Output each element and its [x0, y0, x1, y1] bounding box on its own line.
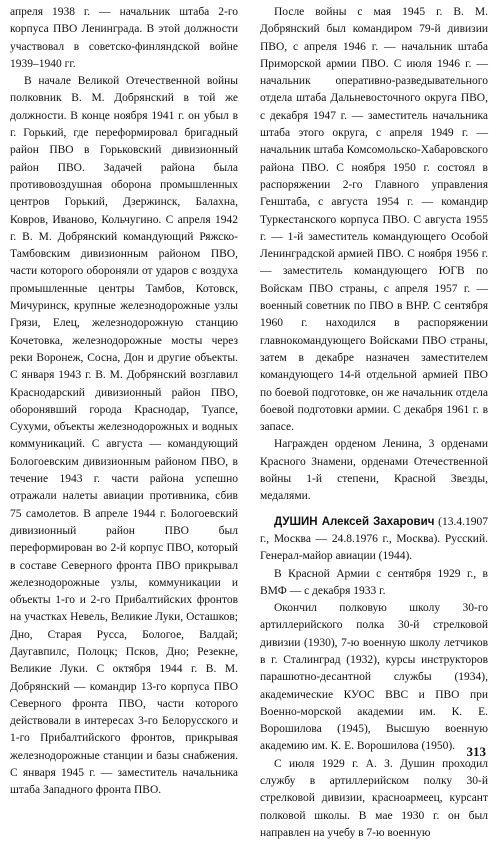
right-paragraph-postwar: После войны с мая 1945 г. В. М. Добрянский был командиром 79-й дивизии ПВО, с апреля 1946 г. — начальник штаба Приморской армии ПВО. С июля 1946 г. — начальник оперативно-разведывательного отдела штаба Дальневосточного округа ПВО, с декабря 1947 г. — заместитель начальника штаба этого округа, с апреля 1949 г. — начальник штаба Комсомольско-Хабаровского района ПВО. С ноября 1950 г. состоял в распоряжении 2-го Главного управления Генштаба, с августа 1954 г. — командир Туркестанского корпуса ПВО. С августа 1955 г. — 1-й заместитель командующего Особой Ленинградской армией ПВО. С ноября 1956 г. — заместитель командующего ЮГВ по Войскам ПВО страны, с апреля 1957 г. — военный советник по ПВО в ВНР. С сентября 1960 г. находился в распоряжении главнокомандующего Войсками ПВО страны, затем в декабре назначен заместителем командующего 14-й отдельной армией ПВО по боевой подготовке, он же начальник отдела боевой подготовки армии. С декабря 1961 г. в запасе.: [260, 6, 488, 434]
right-paragraph-awards: Награжден орденом Ленина, 3 орденами Красного Знамени, орденами Отечественной войны 1-й степени, Красной Звезды, медалями.: [260, 438, 488, 503]
entry-heading: ДУШИН Алексей Захарович: [274, 515, 435, 528]
right-column: [260, 4, 488, 842]
entry-intro: (13.4.1907 г., Москва — 24.8.1976 г., Москва). Русский. Генерал-майор авиации (1944).: [260, 515, 488, 563]
entry-paragraph-education: Окончил полковую школу 30-го артиллерийского полка 30-й стрелковой дивизии (1930), 7-ю военную школу летчиков в г. Сталинград (1932), курсы инструкторов парашютно-десантной службы (1934), академические КУОС ВВС и ПВО при Военно-морской академии им. К. Е. Ворошилова (1945), Высшую военную академию им. К. Е. Ворошилова (1950).: [260, 602, 488, 753]
entry-paragraph-service: В Красной Армии с сентября 1929 г., в ВМФ — с декабря 1933 г.: [260, 567, 488, 597]
entry-header-paragraph: [260, 514, 488, 566]
entry-gap: [260, 506, 488, 514]
page-number: 313: [466, 744, 486, 759]
entry-paragraph-career: С июля 1929 г. А. З. Душин проходил службу в артиллерийском полку 30-й стрелковой дивизии, красноармеец, курсант полковой школы. В мае 1930 г. он был направлен на учебу в 7-ю военную: [260, 757, 488, 839]
left-paragraph-1: апреля 1938 г. — начальник штаба 2-го корпуса ПВО Ленинграда. В этой должности участвовал в советско-финляндской войне 1939–1940 гг.: [10, 6, 238, 70]
left-column: [10, 4, 238, 800]
left-paragraph-2: В начале Великой Отечественной войны полковник В. М. Добрянский в той же должности. В конце ноября 1941 г. он убыл в г. Горький, где переформировал бригадный район ПВО в Горьковский дивизионный район ПВО. Задачей района была противовоздушная оборона промышленных центров Горький, Дзержинск, Балахна, Ковров, Иваново, Кольчугино. С апреля 1942 г. В. М. Добрянский командующий Ряжско-Тамбовским дивизионным районом ПВО, части которого обороняли от ударов с воздуха промышленные центры Тамбов, Котовск, Мичуринск, крупные железнодорожные узлы Грязи, Елец, железнодорожную станцию Кочетовка, железнодорожные мосты через реки Воронеж, Сосна, Дон и другие объекты. С января 1943 г. В. М. Добрянский возглавил Краснодарский дивизионный район ПВО, оборонявший города Краснодар, Туапсе, Сухуми, объекты железнодорожных и водных коммуникаций. С августа — командующий Бологоевским дивизионным районом ПВО, в течение 1943 г. части района успешно отражали налеты авиации противника, сбив 75 самолетов. В апреле 1944 г. Бологоевский дивизионный район ПВО был переформирован во 2-й корпус ПВО, который в составе Северного фронта ПВО прикрывал железнодорожные узлы, коммуникации и объекты 1-го и 2-го Прибалтийских фронтов на участках Невель, Великие Луки, Осташков; Дно, Старая Русса, Бологое, Валдай; Даугавпилс, Полоцк; Псков, Дно; Резекне, Великие Луки. С октября 1944 г. В. М. Добрянский — командир 13-го корпуса ПВО Северного фронта ПВО, части которого действовали в интересах 3-го Белорусского и 1-го Прибалтийского фронтов, прикрывая железнодорожные станции и базы снабжения. С января 1945 г. — заместитель начальника штаба Западного фронта ПВО.: [10, 75, 238, 797]
